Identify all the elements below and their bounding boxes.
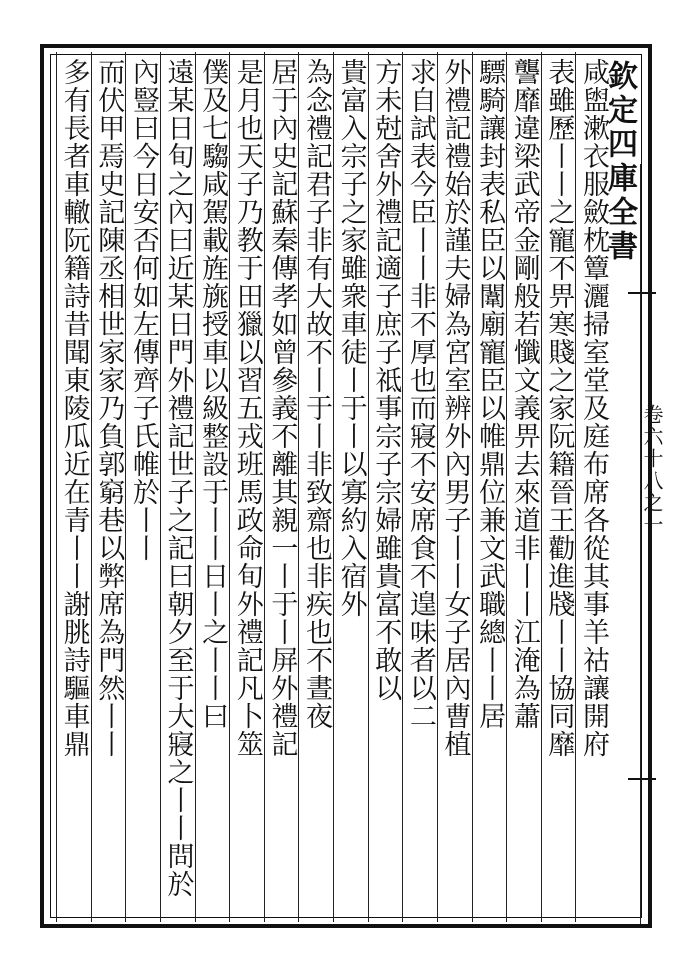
column-rule <box>160 52 161 922</box>
column-rule <box>437 52 438 922</box>
text-column: 表雖歷丨丨之寵不畀寒賤之家阮籍晉王勸進牋丨丨協同靡 <box>543 58 575 758</box>
column-rule <box>298 52 299 922</box>
volume-label: 卷六十八之一 <box>640 404 664 536</box>
text-column: 遠某日旬之內曰近某日門外禮記世子之記曰朝夕至于大寢之丨丨問於 <box>162 58 194 898</box>
column-rule <box>575 52 576 922</box>
text-column: 外禮記禮始於謹夫婦為宮室辨外內男子丨丨女子居內曹植 <box>439 58 471 758</box>
column-rule <box>91 52 92 922</box>
text-column: 僕及七騶咸駕載旌旐授車以級整設于丨丨日丨之丨丨曰 <box>197 58 229 730</box>
text-column: 居于內史記蘇秦傳孝如曾參義不離其親一丨于丨屏外禮記 <box>266 58 298 758</box>
column-rule <box>506 52 507 922</box>
book-title: 欽定四庫全書 <box>602 60 637 264</box>
text-column: 驃騎讓封表私臣以闈廟寵臣以帷鼎位兼文武職總丨丨居 <box>474 58 506 730</box>
column-rule <box>402 52 403 922</box>
text-column: 是月也天子乃教于田獵以習五戎班馬政命旬外禮記凡卜筮 <box>231 58 263 758</box>
text-column: 為念禮記君子非有大故不丨于丨非致齋也非疾也不晝夜 <box>301 58 332 730</box>
gutter-rule <box>640 164 641 924</box>
column-rule <box>56 52 57 922</box>
text-column: 方未尅舍外禮記適子庶子祗事宗子宗婦雖貴富不敢以 <box>370 58 402 702</box>
column-rule <box>333 52 334 922</box>
text-column: 咸盥漱衣服斂枕簟灑掃室堂及庭布席各從其事羊祜讓開府 <box>578 58 609 758</box>
text-column: 而伏甲焉史記陳丞相世家家乃負郭窮巷以弊席為門然丨丨 <box>93 58 125 758</box>
column-rule <box>125 52 126 922</box>
column-rule <box>229 52 230 922</box>
column-rule <box>472 52 473 922</box>
column-rule <box>264 52 265 922</box>
text-column: 求自試表今臣丨丨非不厚也而寢不安席食不遑味者以二 <box>404 58 436 730</box>
gutter-tick-top <box>628 292 656 294</box>
column-rule <box>368 52 369 922</box>
text-column: 貴富入宗子之家雖衆車徒丨于丨以寡約入宿外 <box>335 58 367 618</box>
column-rule <box>541 52 542 922</box>
text-column: 讋靡違梁武帝金剛般若懺文義畀去來道非丨丨江淹為蕭 <box>508 58 540 730</box>
text-column: 內豎曰今日安否何如左傳齊子氏帷於丨丨 <box>127 58 159 562</box>
text-column: 多有長者車轍阮籍詩昔聞東陵瓜近在青丨丨謝朓詩驅車鼎 <box>58 58 90 758</box>
gutter-tick-bottom <box>628 778 656 780</box>
column-rule <box>195 52 196 922</box>
